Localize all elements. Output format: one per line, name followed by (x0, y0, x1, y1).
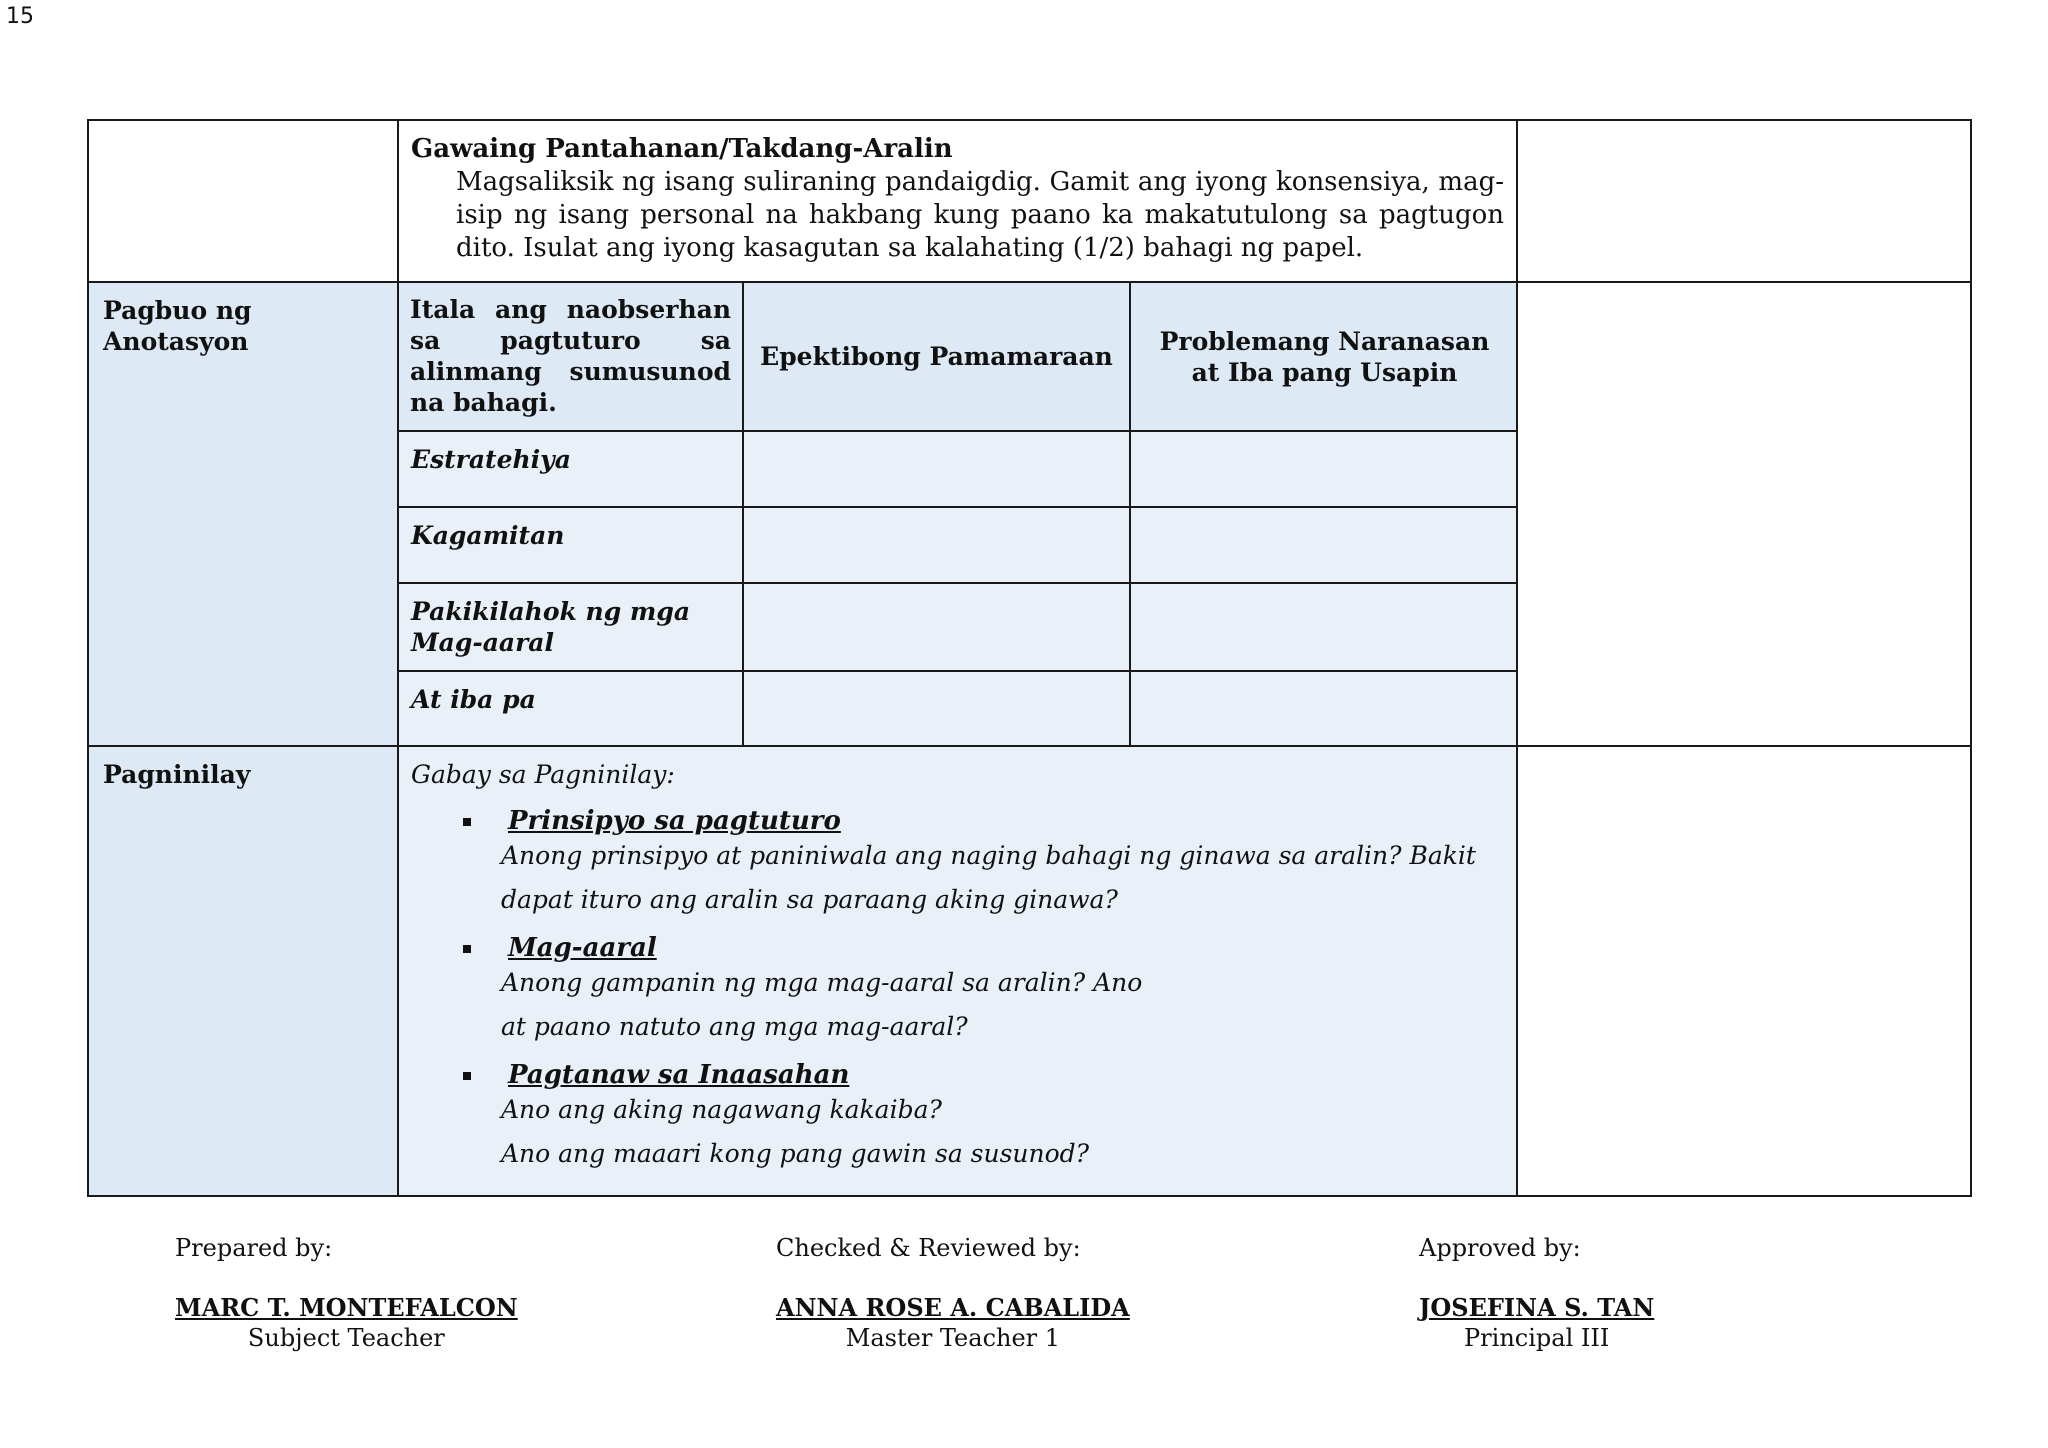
signature-prepared (175, 1234, 518, 1354)
reflection-question: Anong gampanin ng mga mag-aaral sa aralin? Ano (501, 968, 1143, 997)
signature-role: Subject Teacher (247, 1324, 445, 1352)
problems-cell (1130, 583, 1518, 671)
signature-reviewed (776, 1234, 1130, 1354)
annotation-header-observe: Itala ang naobserhan sa pagtuturo sa alinmang sumusunod na bahagi. (399, 283, 743, 431)
effective-cell (743, 671, 1130, 745)
effective-cell (743, 583, 1130, 671)
aspect-pakikilahok: Pakikilahok ng mga Mag-aaral (399, 583, 743, 671)
annotation-notes-cell (1517, 282, 1971, 746)
homework-cell (398, 120, 1517, 282)
annotation-label: Pagbuo ng Anotasyon (88, 282, 398, 746)
signature-name: ANNA ROSE A. CABALIDA (776, 1293, 1130, 1322)
reflection-question: Ano ang aking nagawang kakaiba? (501, 1095, 942, 1124)
reflection-question: Ano ang maaari kong pang gawin sa susunod? (501, 1139, 1090, 1168)
reflection-item (411, 1060, 1504, 1179)
signature-name: JOSEFINA S. TAN (1419, 1293, 1655, 1322)
problems-cell (1130, 671, 1518, 745)
reflection-label: Pagninilay (88, 746, 398, 1196)
square-bullet-icon (463, 1072, 471, 1080)
lesson-log-table (87, 119, 1972, 1197)
annotation-row-participation (399, 583, 1518, 671)
reflection-item-heading: Prinsipyo sa pagtuturo (508, 806, 841, 836)
page-number: 15 (6, 4, 34, 29)
homework-row (88, 120, 1971, 282)
reflection-question: Anong prinsipyo at paniniwala ang naging bahagi ng ginawa sa aralin? Bakit (501, 841, 1476, 870)
annotation-content (398, 282, 1517, 746)
problems-cell (1130, 431, 1518, 507)
signature-approved (1419, 1234, 1654, 1354)
problems-cell (1130, 507, 1518, 583)
effective-cell (743, 507, 1130, 583)
annotation-row-strategy (399, 431, 1518, 507)
signature-role: Master Teacher 1 (845, 1324, 1061, 1352)
reflection-guide-title: Gabay sa Pagninilay: (411, 760, 675, 789)
effective-cell (743, 431, 1130, 507)
homework-notes-cell (1517, 120, 1971, 282)
annotation-header-problems: Problemang Naranasan at Iba pang Usapin (1130, 283, 1518, 431)
square-bullet-icon (463, 818, 471, 826)
annotation-table (399, 283, 1518, 745)
reflection-notes-cell (1517, 746, 1971, 1196)
annotation-header-effective: Epektibong Pamamaraan (743, 283, 1130, 431)
signature-caption: Approved by: (1419, 1234, 1581, 1262)
annotation-row-materials (399, 507, 1518, 583)
reflection-question: at paano natuto ang mga mag-aaral? (501, 1012, 968, 1041)
signature-name: MARC T. MONTEFALCON (175, 1293, 518, 1322)
reflection-item-heading: Mag-aaral (508, 933, 657, 963)
aspect-kagamitan: Kagamitan (399, 507, 743, 583)
reflection-question: dapat ituro ang aralin sa paraang aking ginawa? (501, 885, 1118, 914)
signature-caption: Prepared by: (175, 1234, 333, 1262)
reflection-item (411, 806, 1504, 925)
aspect-at-iba-pa: At iba pa (399, 671, 743, 745)
aspect-estratehiya: Estratehiya (399, 431, 743, 507)
square-bullet-icon (463, 945, 471, 953)
reflection-row (88, 746, 1971, 1196)
homework-title: Gawaing Pantahanan/Takdang-Aralin (411, 134, 953, 164)
annotation-header-row (399, 283, 1518, 431)
signature-caption: Checked & Reviewed by: (776, 1234, 1081, 1262)
reflection-item-heading: Pagtanaw sa Inaasahan (508, 1060, 850, 1090)
homework-label-cell (88, 120, 398, 282)
annotation-row (88, 282, 1971, 746)
reflection-content (398, 746, 1517, 1196)
reflection-item (411, 933, 1504, 1052)
homework-body: Magsaliksik ng isang suliraning pandaigdig. Gamit ang iyong konsensiya, mag- isip ng isang personal na hakbang kung paano ka makatutulong sa pagtugon dito. Isulat ang iyong kasagutan sa kalahating (1/2) bahagi ng papel. (456, 167, 1504, 263)
signature-role: Principal III (1464, 1324, 1610, 1352)
annotation-row-others (399, 671, 1518, 745)
